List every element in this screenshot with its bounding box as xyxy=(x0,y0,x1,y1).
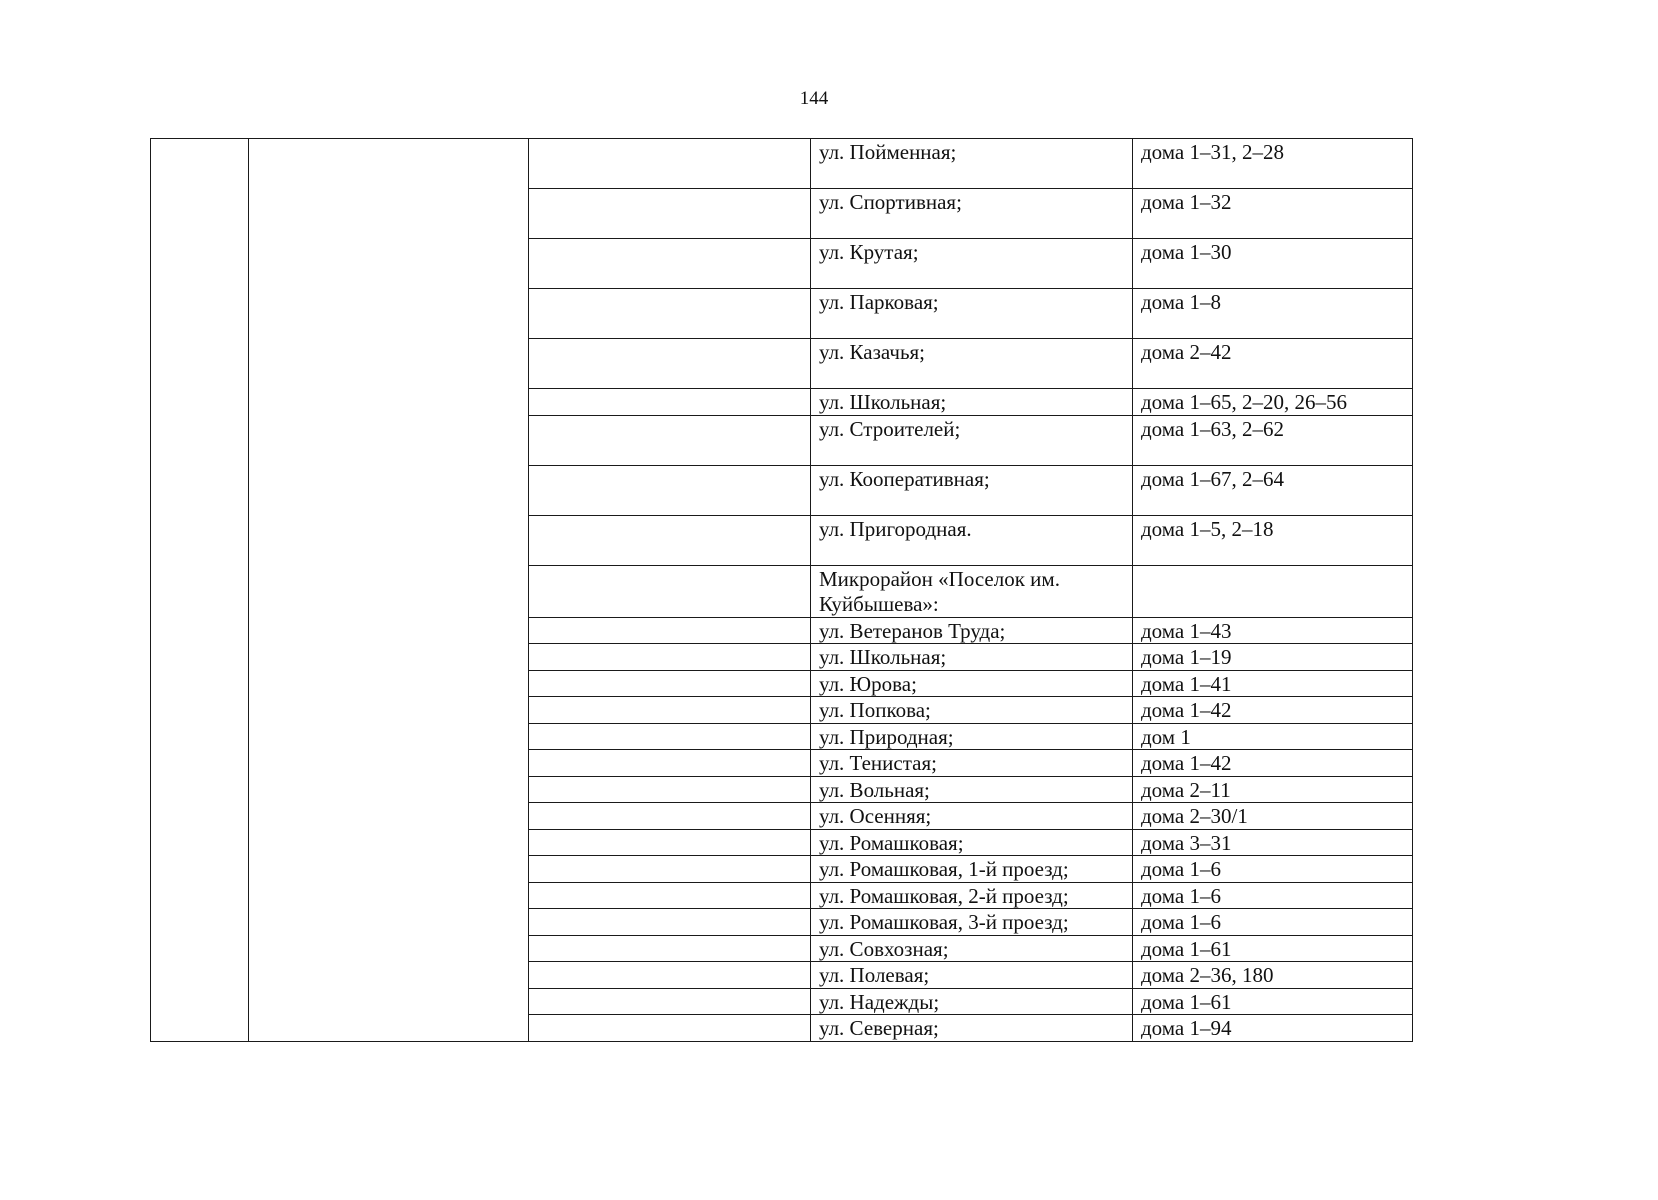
street-cell: ул. Полевая; xyxy=(811,962,1133,989)
street-cell: ул. Осенняя; xyxy=(811,803,1133,830)
street-cell: ул. Школьная; xyxy=(811,389,1133,416)
houses-cell: дома 2–30/1 xyxy=(1133,803,1413,830)
houses-cell: дома 1–43 xyxy=(1133,617,1413,644)
street-cell: ул. Школьная; xyxy=(811,644,1133,671)
microdistrict-heading-cell: Микрорайон «Поселок им. Куйбышева»: xyxy=(811,565,1133,617)
empty-cell xyxy=(529,723,811,750)
empty-cell xyxy=(529,803,811,830)
empty-cell xyxy=(529,515,811,565)
street-cell: ул. Вольная; xyxy=(811,776,1133,803)
street-cell: ул. Природная; xyxy=(811,723,1133,750)
empty-cell xyxy=(529,289,811,339)
street-cell: ул. Строителей; xyxy=(811,415,1133,465)
street-cell: ул. Спортивная; xyxy=(811,189,1133,239)
table-row xyxy=(151,139,1413,189)
street-cell: ул. Пригородная. xyxy=(811,515,1133,565)
district-column-cell xyxy=(249,139,529,1042)
address-table-body xyxy=(151,139,1413,1042)
street-cell: ул. Совхозная; xyxy=(811,935,1133,962)
houses-cell: дома 1–30 xyxy=(1133,239,1413,289)
houses-cell: дома 1–61 xyxy=(1133,988,1413,1015)
street-cell: ул. Надежды; xyxy=(811,988,1133,1015)
houses-cell: дома 1–65, 2–20, 26–56 xyxy=(1133,389,1413,416)
street-cell: ул. Северная; xyxy=(811,1015,1133,1042)
empty-cell xyxy=(529,139,811,189)
empty-cell xyxy=(529,697,811,724)
houses-cell: дома 1–6 xyxy=(1133,856,1413,883)
street-cell: ул. Тенистая; xyxy=(811,750,1133,777)
empty-cell xyxy=(529,644,811,671)
houses-cell: дом 1 xyxy=(1133,723,1413,750)
houses-cell: дома 1–31, 2–28 xyxy=(1133,139,1413,189)
street-cell: ул. Ромашковая, 1-й проезд; xyxy=(811,856,1133,883)
houses-cell: дома 1–67, 2–64 xyxy=(1133,465,1413,515)
street-cell: ул. Юрова; xyxy=(811,670,1133,697)
empty-cell xyxy=(529,339,811,389)
empty-cell xyxy=(529,1015,811,1042)
empty-cell xyxy=(529,962,811,989)
empty-cell xyxy=(529,565,811,617)
empty-cell xyxy=(529,829,811,856)
empty-cell xyxy=(529,465,811,515)
houses-cell: дома 1–63, 2–62 xyxy=(1133,415,1413,465)
street-cell: ул. Казачья; xyxy=(811,339,1133,389)
houses-cell: дома 1–61 xyxy=(1133,935,1413,962)
houses-cell: дома 1–5, 2–18 xyxy=(1133,515,1413,565)
empty-cell xyxy=(529,189,811,239)
street-cell: ул. Ветеранов Труда; xyxy=(811,617,1133,644)
houses-cell: дома 1–94 xyxy=(1133,1015,1413,1042)
page-number: 144 xyxy=(799,88,829,109)
houses-cell: дома 1–41 xyxy=(1133,670,1413,697)
houses-cell: дома 2–11 xyxy=(1133,776,1413,803)
street-cell: ул. Ромашковая, 3-й проезд; xyxy=(811,909,1133,936)
street-cell: ул. Попкова; xyxy=(811,697,1133,724)
street-cell: ул. Кооперативная; xyxy=(811,465,1133,515)
street-cell: ул. Парковая; xyxy=(811,289,1133,339)
empty-cell xyxy=(529,670,811,697)
houses-cell xyxy=(1133,565,1413,617)
empty-cell xyxy=(529,617,811,644)
empty-cell xyxy=(529,856,811,883)
street-cell: ул. Пойменная; xyxy=(811,139,1133,189)
number-column-cell xyxy=(151,139,249,1042)
empty-cell xyxy=(529,389,811,416)
houses-cell: дома 1–42 xyxy=(1133,750,1413,777)
houses-cell: дома 1–8 xyxy=(1133,289,1413,339)
street-cell: ул. Ромашковая, 2-й проезд; xyxy=(811,882,1133,909)
empty-cell xyxy=(529,935,811,962)
empty-cell xyxy=(529,750,811,777)
houses-cell: дома 3–31 xyxy=(1133,829,1413,856)
empty-cell xyxy=(529,239,811,289)
houses-cell: дома 2–36, 180 xyxy=(1133,962,1413,989)
houses-cell: дома 1–6 xyxy=(1133,882,1413,909)
empty-cell xyxy=(529,415,811,465)
houses-cell: дома 2–42 xyxy=(1133,339,1413,389)
address-table xyxy=(150,138,1413,1042)
empty-cell xyxy=(529,776,811,803)
empty-cell xyxy=(529,882,811,909)
empty-cell xyxy=(529,909,811,936)
houses-cell: дома 1–19 xyxy=(1133,644,1413,671)
houses-cell: дома 1–6 xyxy=(1133,909,1413,936)
houses-cell: дома 1–32 xyxy=(1133,189,1413,239)
street-cell: ул. Ромашковая; xyxy=(811,829,1133,856)
street-cell: ул. Крутая; xyxy=(811,239,1133,289)
empty-cell xyxy=(529,988,811,1015)
houses-cell: дома 1–42 xyxy=(1133,697,1413,724)
